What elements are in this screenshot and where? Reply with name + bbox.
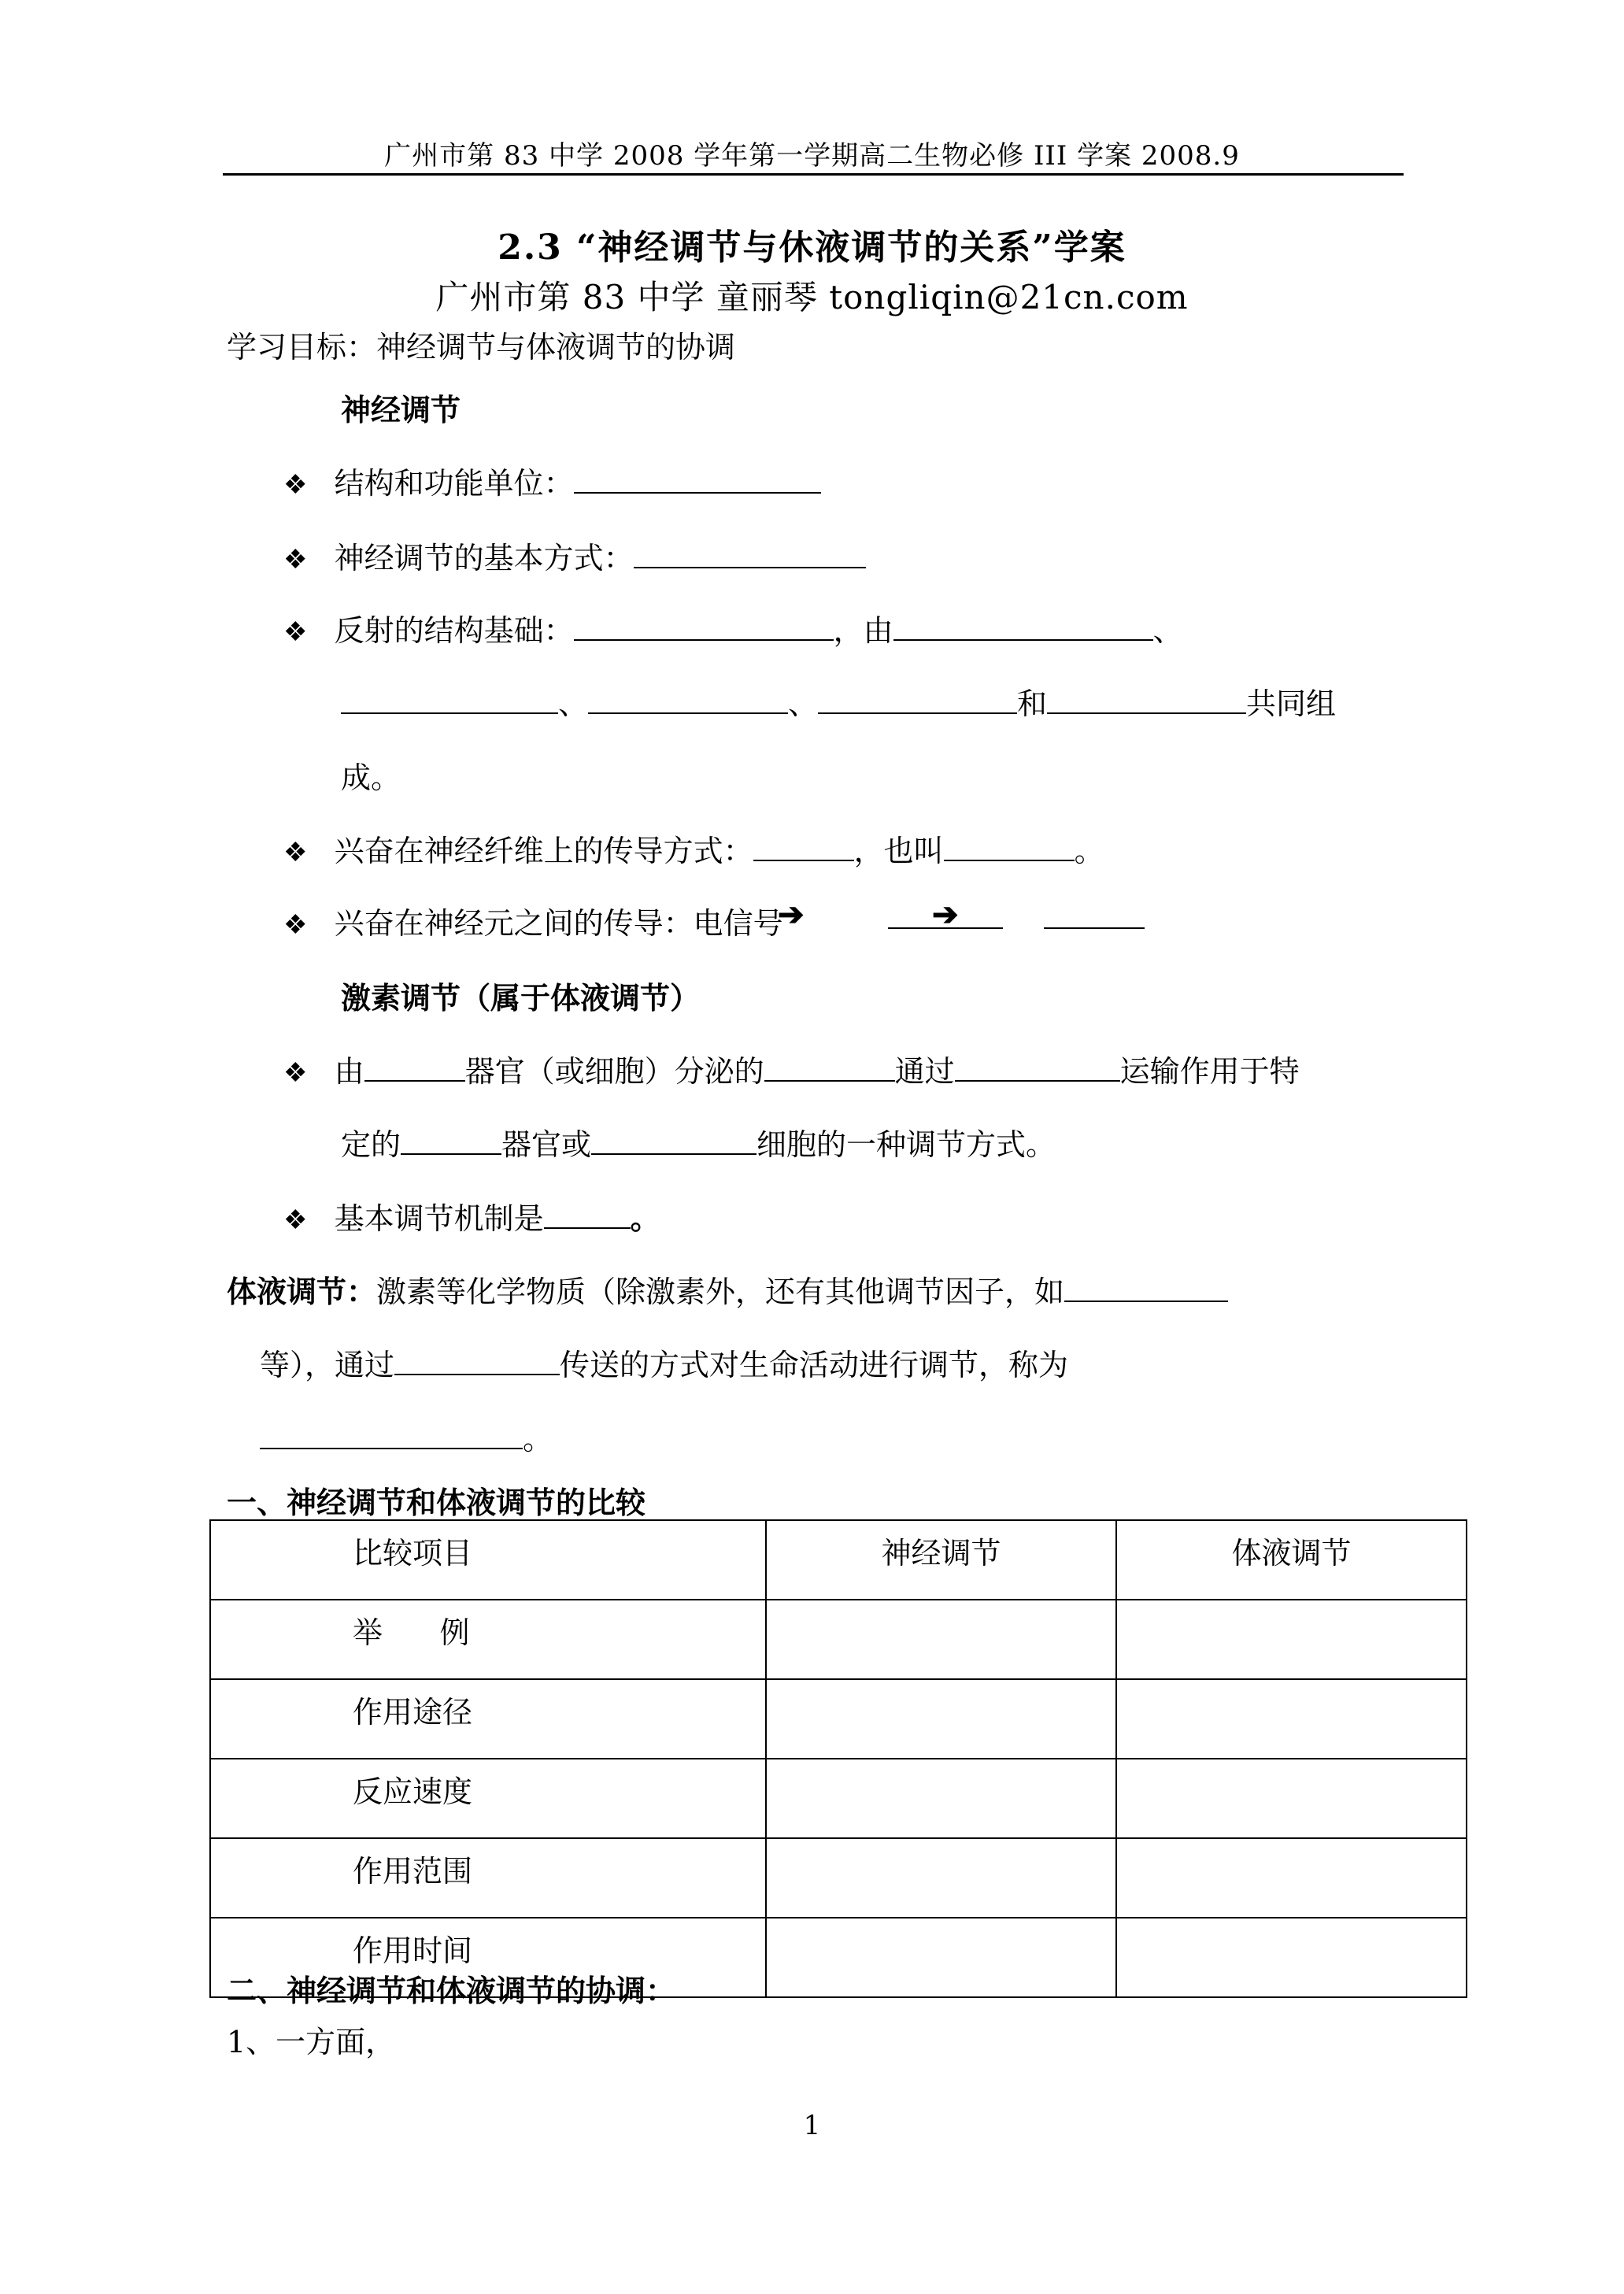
- reflex-arc-line3: 成。: [341, 760, 401, 795]
- point-one: 1、一方面，: [227, 2025, 396, 2059]
- table-row-label: 作用途径: [210, 1679, 766, 1759]
- table-header-cell: 体液调节: [1116, 1520, 1467, 1600]
- section-heading-comparison: 一、神经调节和体液调节的比较: [227, 1485, 646, 1520]
- table-cell[interactable]: [766, 1600, 1116, 1679]
- hormone-heading: 激素调节（属于体液调节）: [341, 980, 701, 1016]
- table-cell[interactable]: [1116, 1679, 1467, 1759]
- neural-item-fiber-conduction: ❖ 兴奋在神经纤维上的传导方式： ，也叫 。: [283, 827, 1104, 870]
- hormone-item-definition: ❖ 由 器官（或细胞）分泌的 通过 运输作用于特: [283, 1047, 1300, 1090]
- synapse-blank-2: [1044, 897, 1145, 932]
- hormone-definition-line2: 定的 器官或 细胞的一种调节方式。: [341, 1120, 1056, 1164]
- blank-field: [893, 609, 1153, 641]
- humoral-line3: 。: [260, 1415, 553, 1458]
- table-cell[interactable]: [766, 1838, 1116, 1918]
- document-title: 2.3 “神经调节与休液调节的关系”学案: [498, 228, 1126, 268]
- right-arrow-icon: ➔: [932, 896, 959, 933]
- humoral-line2: 等），通过 传送的方式对生命活动进行调节，称为: [260, 1341, 1068, 1384]
- blank-field: [944, 830, 1075, 861]
- blank-field: [634, 537, 866, 568]
- diamond-bullet-icon: ❖: [283, 616, 308, 648]
- neural-heading: 神经调节: [341, 392, 461, 427]
- table-row-label: 作用范围: [210, 1838, 766, 1918]
- table-row-label: 反应速度: [210, 1759, 766, 1838]
- table-cell[interactable]: [1116, 1759, 1467, 1838]
- blank-field: [591, 1123, 757, 1155]
- reflex-arc-line2: 、 、 和 共同组: [341, 679, 1336, 723]
- diamond-bullet-icon: ❖: [283, 469, 308, 501]
- table-cell[interactable]: [1116, 1918, 1467, 1997]
- neural-item-structure: ❖ 结构和功能单位：: [283, 459, 821, 502]
- blank-field: [341, 683, 558, 714]
- author-line: 广州市第 83 中学 童丽琴 tongliqin@21cn.com: [435, 278, 1189, 316]
- blank-field: [401, 1123, 501, 1155]
- table-header-cell: 比较项目: [210, 1520, 766, 1600]
- neural-item-synapse-conduction: ❖ 兴奋在神经元之间的传导：电信号: [283, 906, 783, 941]
- table-header-row: [210, 1520, 1467, 1600]
- table-cell[interactable]: [1116, 1600, 1467, 1679]
- blank-field: [753, 830, 854, 861]
- page-header: 广州市第 83 中学 2008 学年第一学期高二生物必修 III 学案 2008.9: [384, 140, 1240, 172]
- table-row: [210, 1600, 1467, 1679]
- blank-field: [764, 1050, 895, 1082]
- table-cell[interactable]: [766, 1679, 1116, 1759]
- blank-field: [394, 1344, 560, 1375]
- diamond-bullet-icon: ❖: [283, 1057, 308, 1089]
- neural-item-reflex-arc: ❖ 反射的结构基础： ，由 、: [283, 606, 1183, 649]
- neural-item-basic-mode: ❖ 神经调节的基本方式：: [283, 534, 866, 577]
- blank-field: [955, 1050, 1120, 1082]
- table-cell[interactable]: [1116, 1838, 1467, 1918]
- table-row-label: 举 例: [210, 1600, 766, 1679]
- blank-field: [1064, 1271, 1228, 1302]
- blank-field: [574, 462, 821, 494]
- diamond-bullet-icon: ❖: [283, 1204, 308, 1236]
- blank-field: [260, 1418, 523, 1449]
- table-header-cell: 神经调节: [766, 1520, 1116, 1600]
- table-row: [210, 1759, 1467, 1838]
- table-cell[interactable]: [766, 1918, 1116, 1997]
- page-number: 1: [803, 2110, 821, 2141]
- table-row-label: 作用时间: [210, 1918, 766, 1997]
- table-row: [210, 1838, 1467, 1918]
- table-cell[interactable]: [766, 1759, 1116, 1838]
- blank-field: [818, 683, 1017, 714]
- diamond-bullet-icon: ❖: [283, 544, 308, 575]
- header-rule: [223, 173, 1404, 176]
- table-row: [210, 1679, 1467, 1759]
- right-arrow-icon: ➔: [778, 896, 805, 933]
- diamond-bullet-icon: ❖: [283, 837, 308, 868]
- diamond-bullet-icon: ❖: [283, 909, 308, 941]
- blank-field: [544, 1197, 631, 1229]
- learning-goal: 学习目标：神经调节与体液调节的协调: [227, 330, 736, 364]
- hormone-item-mechanism: ❖ 基本调节机制是 。: [283, 1194, 660, 1238]
- comparison-table: [209, 1519, 1467, 1998]
- blank-field: [364, 1050, 465, 1082]
- blank-field: [588, 683, 788, 714]
- section-heading-coordination: 二、神经调节和体液调节的协调：: [227, 1973, 676, 2008]
- blank-field: [1047, 683, 1246, 714]
- blank-field: [574, 609, 834, 641]
- humoral-line1: 体液调节：激素等化学物质（除激素外，还有其他调节因子，如: [227, 1267, 1228, 1311]
